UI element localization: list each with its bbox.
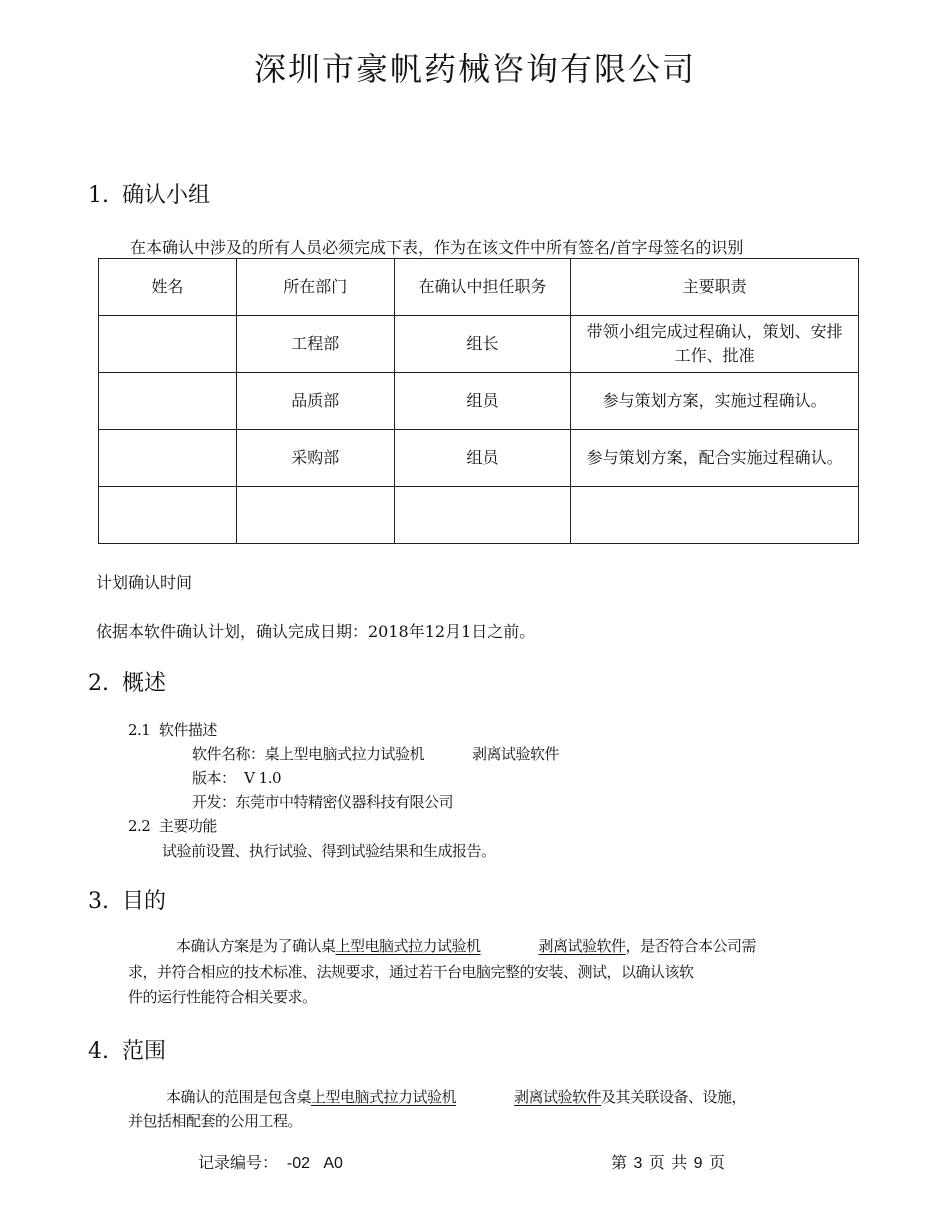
plan-text: 依据本软件确认计划，确认完成日期：2018年12月1日之前。 — [96, 622, 536, 641]
table-row — [99, 487, 859, 544]
record-value: -02 A0 — [286, 1155, 343, 1172]
company-title: 深圳市豪帆药械咨询有限公司 — [253, 50, 696, 88]
software-name-line — [192, 743, 559, 764]
department-cell: 品质部 — [236, 373, 394, 430]
purpose-line-1 — [176, 935, 756, 956]
table-header-row — [99, 259, 859, 316]
role-cell: 组长 — [394, 316, 571, 373]
name-cell — [99, 316, 237, 373]
name-cell — [99, 373, 237, 430]
software-name-value: 桌上型电脑式拉力试验机 — [264, 745, 425, 763]
software-name-label: 软件名称： — [192, 745, 265, 763]
duty-cell — [571, 487, 859, 544]
name-cell — [99, 487, 237, 544]
functions-text: 试验前设置、执行试验、得到试验结果和生成报告。 — [162, 842, 496, 860]
section-4-heading — [88, 1034, 166, 1065]
purpose-line-2: 求，并符合相应的技术标准、法规要求，通过若干台电脑完整的安装、测试，以确认该软 — [128, 963, 694, 981]
subsection-2-1 — [128, 719, 217, 740]
version-value: V 1.0 — [244, 769, 282, 787]
purpose-text: ，是否符合本公司需 — [625, 937, 757, 955]
department-cell: 采购部 — [236, 430, 394, 487]
software-name: 剥离试验软件 — [538, 937, 626, 955]
software-name-suffix: 剥离试验软件 — [472, 745, 560, 763]
version-label: 版本： — [192, 769, 236, 787]
subsection-number: 2.2 — [128, 817, 151, 835]
page-number: 第 3 页 共 9 页 — [611, 1155, 727, 1172]
subsection-title: 软件描述 — [158, 721, 217, 739]
section-2-heading — [88, 666, 166, 697]
scope-text: 及其关联设备、设施， — [601, 1088, 747, 1106]
department-cell — [236, 487, 394, 544]
developer-line — [192, 791, 453, 812]
software-name: 剥离试验软件 — [514, 1088, 602, 1106]
section-title: 目的 — [122, 889, 167, 914]
scope-text: 本确认的范围是包含桌 — [166, 1088, 312, 1106]
record-number — [198, 1150, 343, 1173]
section-3-heading — [88, 884, 166, 915]
section-title: 概述 — [122, 671, 167, 696]
subsection-title: 主要功能 — [158, 817, 217, 835]
subsection-number: 2.1 — [128, 721, 151, 739]
table-header-cell: 主要职责 — [571, 259, 859, 316]
scope-product — [311, 1088, 601, 1106]
section-number: 1. — [88, 183, 109, 208]
product-name: 上型电脑式拉力试验机 — [311, 1088, 457, 1106]
product-name: 上型电脑式拉力试验机 — [335, 937, 481, 955]
table-header-cell: 所在部门 — [236, 259, 394, 316]
duty-cell: 带领小组完成过程确认，策划、安排工作、批准 — [571, 316, 859, 373]
table-row — [99, 430, 859, 487]
version-line — [192, 767, 281, 788]
role-cell — [394, 487, 571, 544]
record-label: 记录编号： — [198, 1155, 279, 1172]
purpose-product — [336, 937, 626, 955]
section-title: 确认小组 — [122, 183, 211, 208]
section-title: 范围 — [122, 1039, 167, 1064]
role-cell: 组员 — [394, 373, 571, 430]
duty-cell: 参与策划方案，实施过程确认。 — [571, 373, 859, 430]
section-number: 2. — [88, 671, 109, 696]
purpose-text: 本确认方案是为了确认桌 — [176, 937, 336, 955]
role-cell: 组员 — [394, 430, 571, 487]
subsection-2-2 — [128, 815, 217, 836]
developer-value: 东莞市中特精密仪器科技有限公司 — [235, 793, 454, 811]
section-1-heading — [88, 178, 210, 209]
section-number: 4. — [88, 1039, 109, 1064]
developer-label: 开发： — [192, 793, 236, 811]
purpose-line-3: 件的运行性能符合相关要求。 — [128, 988, 317, 1006]
table-row — [99, 373, 859, 430]
team-table — [98, 258, 859, 544]
scope-line-2: 并包括相配套的公用工程。 — [128, 1112, 303, 1130]
table-header-cell: 在确认中担任职务 — [394, 259, 571, 316]
scope-line-1 — [166, 1086, 746, 1107]
plan-label: 计划确认时间 — [96, 573, 193, 592]
name-cell — [99, 430, 237, 487]
team-intro: 在本确认中涉及的所有人员必须完成下表，作为在该文件中所有签名/首字母签名的识别 — [130, 238, 744, 257]
section-number: 3. — [88, 889, 109, 914]
department-cell: 工程部 — [236, 316, 394, 373]
table-header-cell: 姓名 — [99, 259, 237, 316]
table-row — [99, 316, 859, 373]
duty-cell: 参与策划方案，配合实施过程确认。 — [571, 430, 859, 487]
